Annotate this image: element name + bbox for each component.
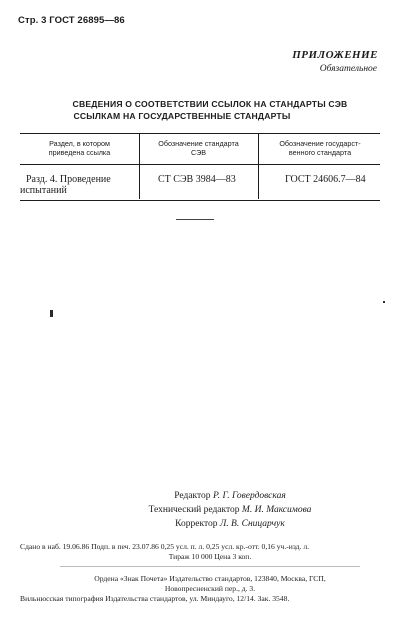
footer-rule	[60, 566, 360, 567]
table-cell-sev: СТ СЭВ 3984—83	[158, 174, 236, 185]
publisher-line-1: Ордена «Знак Почета» Издательство стандартов, 123840, Москва, ГСП,	[94, 574, 326, 583]
print-speck	[50, 310, 53, 317]
credit-editor	[100, 489, 360, 503]
credits	[100, 489, 360, 531]
appendix-subtitle: Обязательное	[319, 64, 377, 74]
print-info-line-1: Сдано в наб. 19.06.86 Подп. в печ. 23.07.86 0,25 усл. п. л. 0,25 усл. кр.-отт. 0,16 уч.-изд. л.	[20, 542, 310, 551]
header-text: приведена ссылка	[48, 148, 111, 157]
credit-name: Л. В. Сницарчук	[219, 519, 285, 529]
header-text: венного стандарта	[288, 148, 352, 157]
table-header-section	[22, 139, 137, 157]
table-cell-gost: ГОСТ 24606.7—84	[285, 174, 366, 185]
table-header-gost	[260, 139, 380, 157]
header-text: СЭВ	[190, 148, 207, 157]
cell-text: испытаний	[20, 185, 67, 196]
credit-name: М. И. Максимова	[241, 505, 312, 515]
credit-role: Технический редактор	[148, 505, 240, 515]
credit-tech-editor	[100, 503, 360, 517]
credit-role: Редактор	[174, 491, 211, 501]
header-text: Раздел, в котором	[49, 139, 110, 148]
appendix-title: ПРИЛОЖЕНИЕ	[292, 49, 378, 61]
table-column-divider	[139, 133, 140, 199]
table-cell-section	[20, 174, 135, 196]
header-text: Обозначение стандарта	[158, 139, 239, 148]
heading-line-1: СВЕДЕНИЯ О СООТВЕТСТВИИ ССЫЛОК НА СТАНДАРТЫ СЭВ	[72, 99, 348, 109]
heading-line-2: ССЫЛКАМ НА ГОСУДАРСТВЕННЫЕ СТАНДАРТЫ	[73, 111, 291, 121]
header-text: Обозначение государст-	[279, 139, 361, 148]
table-column-divider	[258, 133, 259, 199]
credit-name: Р. Г. Говердовская	[212, 491, 286, 501]
credit-role: Корректор	[175, 519, 218, 529]
print-info-line-2: Тираж 10 000 Цена 3 коп.	[168, 552, 252, 561]
credit-corrector	[100, 517, 360, 531]
publisher-line-2: Новопресненский пер., д. 3.	[164, 584, 256, 593]
printer-line: Вильнюсская типография Издательства стандартов, ул. Миндауго, 12/14. Зак. 3548.	[20, 594, 290, 603]
cell-text: Разд. 4. Проведение	[26, 174, 111, 185]
print-speck	[383, 301, 385, 303]
table-header-divider	[20, 164, 380, 165]
separator-dash	[176, 219, 214, 220]
table-header-sev	[141, 139, 256, 157]
page-header: Стр. 3 ГОСТ 26895—86	[18, 15, 125, 26]
